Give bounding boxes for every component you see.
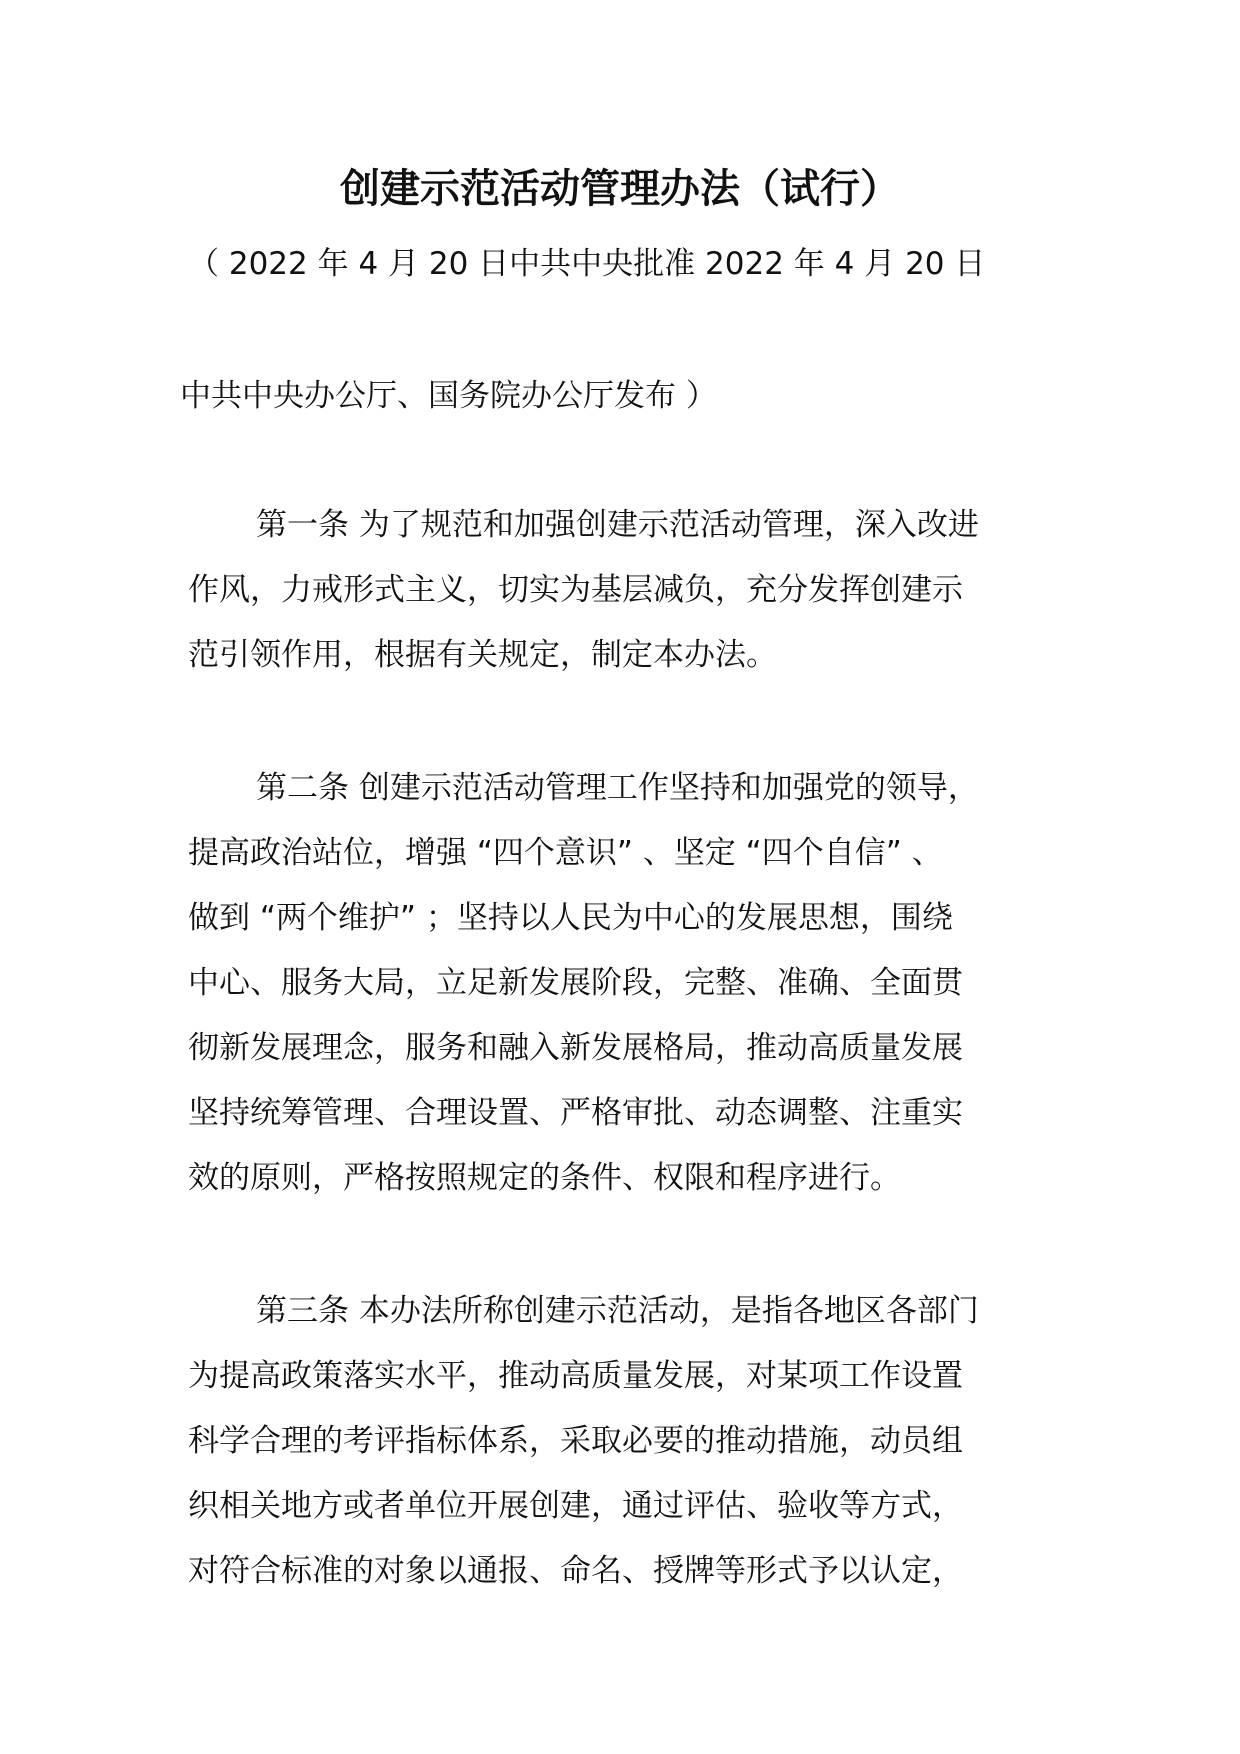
article-line: 范引领作用，根据有关规定，制定本办法。	[188, 637, 777, 673]
article-line: 为提高政策落实水平，推动高质量发展，对某项工作设置	[188, 1358, 963, 1394]
article-line: 科学合理的考评指标体系，采取必要的推动措施，动员组	[188, 1423, 963, 1459]
article-line: 做到 “两个维护” ；坚持以人民为中心的发展思想，围绕	[188, 900, 953, 936]
article-line: 彻新发展理念，服务和融入新发展格局，推动高质量发展	[188, 1030, 963, 1066]
article-line: 效的原则，严格按照规定的条件、权限和程序进行。	[188, 1160, 901, 1196]
article-line: 第三条 本办法所称创建示范活动，是指各地区各部门	[256, 1293, 979, 1329]
article-line: 提高政治站位，增强 “四个意识” 、坚定 “四个自信” 、	[188, 835, 943, 871]
article-line: 中心、服务大局，立足新发展阶段，完整、准确、全面贯	[188, 965, 963, 1001]
article-line: 织相关地方或者单位开展创建，通过评估、验收等方式，	[188, 1488, 963, 1524]
article-3	[188, 1279, 1058, 1604]
subtitle-line-1: （ 2022 年 4 月 20 日中共中央批准 2022 年 4 月 20 日	[188, 246, 986, 282]
article-line: 第二条 创建示范活动管理工作坚持和加强党的领导，	[256, 770, 979, 806]
article-1	[188, 493, 1058, 688]
article-line: 坚持统筹管理、合理设置、严格审批、动态调整、注重实	[188, 1095, 963, 1131]
subtitle-line-2: 中共中央办公厅、国务院办公厅发布 ）	[180, 378, 717, 414]
article-line: 对符合标准的对象以通报、命名、授牌等形式予以认定，	[188, 1553, 963, 1589]
article-line: 第一条 为了规范和加强创建示范活动管理，深入改进	[256, 507, 979, 543]
document-title: 创建示范活动管理办法（试行）	[340, 166, 900, 212]
article-line: 作风，力戒形式主义，切实为基层减负，充分发挥创建示	[188, 572, 963, 608]
article-2	[188, 756, 1058, 1211]
